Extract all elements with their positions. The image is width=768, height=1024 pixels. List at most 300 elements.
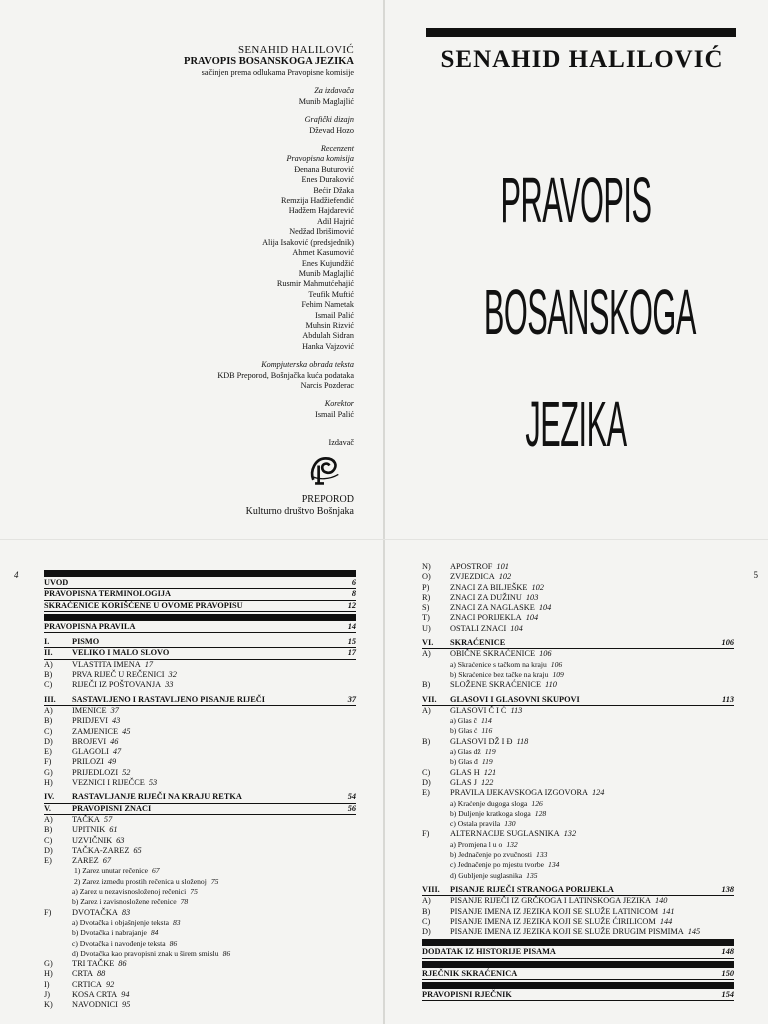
publisher-for-name: Munib Maglajlić (298, 96, 354, 106)
toc-entry[interactable] (422, 649, 734, 659)
toc-label: SASTAVLJENO I RASTAVLJENO PISANJE RIJEČI (72, 694, 266, 704)
toc-page-number: 57 (103, 814, 113, 824)
toc-page-number: 37 (110, 705, 119, 715)
toc-page-number: 109 (552, 669, 564, 679)
computer-line2: Narcis Pozderac (300, 380, 354, 390)
colophon-title: PRAVOPIS BOSANSKOGA JEZIKA (184, 56, 354, 67)
toc-entry[interactable] (44, 908, 356, 918)
toc-page-number: 138 (721, 884, 734, 894)
toc-label: GLASOVI I GLASOVNI SKUPOVI (450, 694, 580, 704)
toc-page-number: 132 (506, 839, 518, 849)
toc-label: PISANJE RIJEČI IZ GRČKOGA I LATINSKOGA JEZIKA (450, 896, 651, 906)
toc-entry[interactable] (44, 887, 356, 897)
toc-page-number: 52 (122, 767, 131, 777)
toc-marker: K) (44, 1000, 53, 1010)
publisher-for-label: Za izdavača (314, 86, 354, 96)
toc-entry[interactable] (44, 980, 356, 990)
toc-entry[interactable] (44, 969, 356, 979)
toc-entry[interactable] (422, 768, 734, 778)
computer-line1: KDB Preporod, Bošnjačka kuća podataka (217, 370, 354, 380)
commission-member: Hadžem Hajdarević (288, 206, 354, 216)
toc-entry[interactable] (422, 860, 734, 870)
toc-entry[interactable] (422, 624, 734, 634)
toc-heading[interactable] (422, 695, 734, 706)
toc-page-number: 122 (480, 777, 494, 787)
toc-right (422, 562, 734, 1001)
toc-page-number: 106 (721, 638, 734, 648)
toc-page-number: 94 (121, 989, 130, 999)
toc-label: a) Skraćenice s tačkom na kraju (450, 659, 547, 669)
toc-label: a) Glas č (450, 716, 477, 726)
toc-entry[interactable] (44, 846, 356, 856)
toc-label: b) Glas đ (450, 757, 478, 767)
section-bar (44, 614, 356, 621)
toc-page-number: 92 (105, 979, 115, 989)
toc-entry[interactable] (422, 799, 734, 809)
toc-heading[interactable] (44, 695, 356, 706)
toc-marker: C) (44, 726, 53, 736)
toc-entry[interactable] (44, 836, 356, 846)
toc-entry[interactable] (422, 850, 734, 860)
toc-label: c) Dvotačka i navođenje teksta (72, 938, 166, 948)
toc-page-number: 144 (659, 916, 673, 926)
toc-entry[interactable] (44, 877, 356, 887)
toc-marker: VI. (422, 638, 434, 648)
toc-page-number: 135 (526, 870, 538, 880)
toc-label: b) Jednačenje po zvučnosti (450, 850, 533, 860)
toc-marker: D) (44, 736, 53, 746)
publisher-org: Kulturno društvo Bošnjaka (245, 506, 354, 517)
toc-marker: B) (422, 736, 431, 746)
toc-label: CRTA (72, 969, 93, 979)
commission-member: Muhsin Rizvić (305, 320, 354, 330)
toc-page-number: 113 (722, 694, 734, 704)
toc-label: GLAS H (450, 767, 480, 777)
cover-page (384, 0, 768, 540)
computer-label: Kompjuterska obrada teksta (261, 360, 354, 370)
toc-label: a) Promjena l u o (450, 839, 503, 849)
toc-page-number: 43 (111, 716, 121, 726)
toc-entry[interactable] (44, 727, 356, 737)
section-bar (44, 570, 356, 577)
toc-entry[interactable] (422, 680, 734, 690)
toc-marker: E) (44, 856, 52, 866)
toc-marker: P) (422, 582, 430, 592)
toc-entry[interactable] (422, 583, 734, 593)
toc-page-number: 56 (347, 803, 356, 813)
toc-label: SKRAĆENICE (450, 638, 506, 648)
toc-marker: D) (422, 927, 431, 937)
toc-label: ZNACI ZA DUŽINU (450, 592, 522, 602)
toc-marker: U) (422, 623, 431, 633)
toc-label: VEZNICI I RIJEČCE (72, 778, 145, 788)
toc-page-number: 106 (550, 659, 563, 669)
colophon-page (0, 0, 384, 540)
toc-page-number: 130 (504, 819, 516, 829)
toc-page-number: 113 (510, 705, 523, 715)
toc-marker: R) (422, 592, 431, 602)
toc-label: DODATAK IZ HISTORIJE PISAMA (422, 947, 556, 957)
toc-page-number: 6 (351, 578, 356, 587)
toc-page-number: 65 (133, 845, 142, 855)
toc-heading[interactable] (44, 601, 356, 612)
toc-page-number: 61 (109, 825, 118, 835)
toc-heading[interactable] (44, 622, 356, 633)
toc-marker: IV. (44, 792, 55, 802)
toc-label: PRAVILA IJEKAVSKOGA IZGOVORA (450, 788, 588, 798)
toc-entry[interactable] (422, 788, 734, 798)
toc-label: SKRAĆENICE KORIŠĆENE U OVOME PRAVOPISU (44, 600, 243, 610)
toc-label: PISANJE IMENA IZ JEZIKA KOJI SE SLUŽE DRUGIM PISMIMA (450, 927, 684, 937)
toc-marker: A) (44, 705, 53, 715)
toc-entry[interactable] (44, 949, 356, 959)
commission-member: Ismail Palić (315, 310, 354, 320)
toc-page-number: 86 (169, 938, 178, 948)
toc-page-number: 133 (536, 850, 548, 860)
toc-page-left (0, 540, 384, 1024)
toc-label: a) Dvotačka i objašnjenje teksta (72, 917, 169, 927)
toc-label: SLOŽENE SKRAĆENICE (450, 680, 542, 690)
commission-member: Teufik Muftić (308, 289, 354, 299)
toc-label: RJEČNIK SKRAĆENICA (422, 968, 518, 978)
toc-entry[interactable] (422, 927, 734, 937)
cover-title-line-2: BOSANSKOGA (483, 276, 696, 348)
toc-label: VLASTITA IMENA (72, 659, 141, 669)
toc-page-number: 119 (481, 757, 493, 767)
toc-entry[interactable] (422, 917, 734, 927)
toc-marker: C) (44, 835, 53, 845)
toc-entry[interactable] (422, 737, 734, 747)
toc-page-number: 102 (498, 572, 512, 582)
toc-entry[interactable] (422, 809, 734, 819)
toc-page-number: 140 (654, 896, 668, 906)
toc-entry[interactable] (44, 660, 356, 670)
toc-page-number: 75 (210, 876, 219, 886)
toc-page-number: 121 (483, 767, 497, 777)
toc-entry[interactable] (422, 593, 734, 603)
toc-page-number: 63 (116, 835, 125, 845)
toc-label: ZNACI PORIJEKLA (450, 613, 522, 623)
toc-page-number: 45 (122, 726, 131, 736)
toc-page-number: 106 (539, 649, 552, 659)
toc-page-number: 17 (144, 659, 153, 669)
commission-member: Enes Duraković (301, 175, 354, 185)
toc-page-number: 104 (525, 613, 539, 623)
toc-entry[interactable] (44, 815, 356, 825)
toc-label: ZAMJENICE (72, 726, 119, 736)
toc-left (44, 568, 356, 1011)
toc-heading[interactable] (44, 589, 356, 600)
toc-label: ZVJEZDICA (450, 572, 495, 582)
cover-title-line-3: JEZIKA (525, 388, 627, 460)
toc-label: GLAGOLI (72, 747, 109, 757)
section-bar (422, 961, 734, 968)
toc-entry[interactable] (44, 866, 356, 876)
toc-entry[interactable] (44, 670, 356, 680)
commission-member: Fehim Nametak (301, 300, 354, 310)
toc-marker: O) (422, 572, 431, 582)
toc-heading[interactable] (422, 885, 734, 896)
toc-page-number: 83 (173, 917, 181, 927)
design-label: Grafički dizajn (304, 115, 354, 125)
toc-marker: F) (44, 757, 52, 767)
toc-label: PRAVOPISNI RJEČNIK (422, 989, 512, 999)
cover-top-rule (426, 28, 736, 37)
toc-page-number: 119 (484, 747, 496, 757)
toc-label: TAČKA (72, 814, 100, 824)
toc-page-number: 78 (180, 897, 189, 907)
colophon-subtitle: sačinjen prema odlukama Pravopisne komisije (201, 68, 354, 77)
toc-page-number: 86 (222, 948, 231, 958)
toc-marker: A) (422, 705, 431, 715)
toc-page-number: 103 (525, 592, 539, 602)
cover-author: SENAHID HALILOVIĆ (440, 46, 724, 73)
toc-marker: B) (422, 680, 431, 690)
toc-label: GLASOVI DŽ I Đ (450, 736, 513, 746)
toc-label: b) Duljenje kratkoga sloga (450, 808, 531, 818)
toc-page-number: 148 (721, 947, 734, 957)
toc-heading[interactable] (422, 638, 734, 649)
toc-page-number: 46 (110, 736, 119, 746)
toc-page-number: 83 (121, 907, 131, 917)
toc-label: ZNACI ZA BILJEŠKE (450, 582, 528, 592)
commission-member: Hanka Vajzović (302, 341, 354, 351)
toc-label: b) Zarez i zavisnosložene rečenice (72, 897, 177, 907)
toc-label: TRI TAČKE (72, 959, 115, 969)
toc-marker: I. (44, 637, 50, 647)
toc-marker: F) (44, 907, 52, 917)
toc-entry[interactable] (422, 829, 734, 839)
toc-marker: B) (44, 825, 53, 835)
toc-page-number: 54 (347, 792, 356, 802)
toc-label: ZNACI ZA NAGLASKE (450, 603, 535, 613)
toc-entry[interactable] (422, 660, 734, 670)
toc-entry[interactable] (44, 825, 356, 835)
toc-label: UVOD (44, 578, 69, 587)
toc-marker: B) (44, 716, 53, 726)
toc-entry[interactable] (422, 819, 734, 829)
toc-label: a) Zarez u nezavisnosloženoj rečenici (72, 887, 187, 897)
toc-entry[interactable] (44, 918, 356, 928)
toc-page-number: 110 (545, 680, 557, 690)
toc-heading[interactable] (44, 637, 356, 648)
publisher-name: PREPOROD (301, 494, 354, 505)
toc-entry[interactable] (44, 757, 356, 767)
commission-member: Abdulah Sidran (302, 331, 354, 341)
toc-heading[interactable] (44, 578, 356, 589)
toc-label: GLASOVI Č I Ć (450, 705, 507, 715)
toc-heading[interactable] (422, 990, 734, 1001)
toc-label: UZVIČNIK (72, 835, 113, 845)
toc-page-number: 37 (347, 694, 356, 704)
commission-member: Ahmet Kasumović (292, 248, 354, 258)
toc-marker: III. (44, 694, 56, 704)
toc-label: OSTALI ZNACI (450, 623, 507, 633)
toc-marker: B) (44, 670, 53, 680)
toc-page-number: 101 (496, 562, 509, 571)
toc-entry[interactable] (422, 670, 734, 680)
toc-marker: A) (44, 659, 53, 669)
toc-entry[interactable] (422, 778, 734, 788)
toc-page-number: 88 (96, 969, 106, 979)
section-bar (422, 939, 734, 946)
toc-page-number: 154 (721, 989, 734, 999)
toc-label: PRAVOPISNA PRAVILA (44, 621, 136, 631)
toc-page-number: 102 (531, 582, 544, 592)
toc-page-number: 128 (534, 808, 547, 818)
toc-entry[interactable] (44, 680, 356, 690)
toc-entry[interactable] (422, 726, 734, 736)
toc-page-number: 53 (148, 778, 158, 788)
colophon-author: SENAHID HALILOVIĆ (237, 44, 354, 56)
toc-label: a) Glas dž (450, 747, 481, 757)
toc-label: b) Glas ć (450, 726, 478, 736)
toc-marker: E) (44, 747, 52, 757)
toc-label: NAVODNICI (72, 1000, 118, 1010)
toc-page-number: 145 (687, 927, 701, 937)
toc-entry[interactable] (44, 706, 356, 716)
colophon (34, 44, 354, 518)
toc-label: PRVA RIJEČ U REČENICI (72, 670, 165, 680)
toc-label: 2) Zarez između prostih rečenica u složenoj (74, 876, 207, 886)
toc-label: c) Ostala pravila (450, 819, 501, 829)
toc-page-number: 124 (592, 788, 605, 798)
preporod-logo-icon (306, 453, 342, 487)
toc-marker: A) (44, 814, 53, 824)
commission-member: Adil Hajrić (316, 216, 354, 226)
toc-entry[interactable] (44, 928, 356, 938)
toc-entry[interactable] (44, 1000, 356, 1010)
toc-page-number: 32 (168, 670, 177, 680)
toc-page-number: 126 (531, 798, 543, 808)
toc-entry[interactable] (422, 907, 734, 917)
toc-entry[interactable] (422, 757, 734, 767)
toc-label: PRAVOPISNA TERMINOLOGIJA (44, 589, 171, 599)
toc-page-number: 67 (102, 856, 112, 866)
commission-member: Remzija Hadžiefendić (281, 196, 354, 206)
toc-label: KOSA CRTA (72, 989, 118, 999)
toc-heading[interactable] (422, 969, 734, 980)
toc-page-number: 118 (516, 736, 529, 746)
toc-label: PRIJEDLOZI (72, 767, 119, 777)
toc-label: PISANJE IMENA IZ JEZIKA KOJI SE SLUŽE LATINICOM (450, 906, 659, 916)
toc-label: PISMO (72, 637, 100, 647)
toc-label: d) Gubljenje suglasnika (450, 870, 523, 880)
toc-page-number: 33 (165, 680, 174, 690)
toc-label: d) Dvotačka kao pravopisni znak u širem smislu (72, 948, 219, 958)
toc-label: CRTICA (72, 979, 102, 989)
toc-marker: S) (422, 603, 430, 613)
toc-page-number: 14 (347, 621, 356, 631)
toc-entry[interactable] (44, 897, 356, 907)
toc-label: b) Skraćenice bez tačke na kraju (450, 669, 549, 679)
toc-heading[interactable] (44, 792, 356, 803)
toc-page-number: 116 (481, 726, 493, 736)
toc-heading[interactable] (44, 648, 356, 659)
toc-entry[interactable] (44, 856, 356, 866)
toc-label: BROJEVI (72, 736, 107, 746)
toc-label: PISANJE RIJEČI STRANOGA PORIJEKLA (450, 884, 614, 894)
toc-marker: E) (422, 788, 430, 798)
toc-entry[interactable] (422, 716, 734, 726)
toc-marker: V. (44, 803, 51, 813)
toc-label: APOSTROF (450, 562, 493, 571)
toc-label: b) Dvotačka i nabrajanje (72, 928, 147, 938)
toc-marker: C) (422, 916, 431, 926)
toc-page-number: 141 (662, 906, 675, 916)
toc-marker: C) (422, 767, 431, 777)
reviewers-label: Recenzent (320, 144, 354, 154)
toc-entry[interactable] (422, 871, 734, 881)
toc-entry[interactable] (422, 613, 734, 623)
toc-page-number: 49 (107, 757, 117, 767)
toc-page-number: 75 (190, 887, 198, 897)
toc-page-number: 67 (152, 866, 160, 876)
toc-entry[interactable] (44, 990, 356, 1000)
toc-label: PRILOZI (72, 757, 104, 767)
toc-page-number: 132 (563, 829, 577, 839)
commission-member: Enes Kujundžić (301, 258, 354, 268)
cover-title-line-1: PRAVOPIS (500, 164, 652, 236)
toc-label: PRIDJEVI (72, 716, 108, 726)
toc-entry[interactable] (44, 737, 356, 747)
toc-entry[interactable] (422, 562, 734, 572)
toc-entry[interactable] (422, 706, 734, 716)
toc-page-number: 114 (481, 716, 492, 726)
toc-marker: VII. (422, 694, 437, 704)
toc-label: VELIKO I MALO SLOVO (72, 648, 170, 658)
toc-entry[interactable] (44, 939, 356, 949)
toc-marker: N) (422, 562, 431, 571)
toc-marker: J) (44, 989, 50, 999)
toc-page-number: 12 (347, 600, 356, 610)
toc-label: UPITNIK (72, 825, 106, 835)
commission-member: Alija Isaković (predsjednik) (262, 237, 354, 247)
toc-page-number: 86 (118, 959, 127, 969)
toc-entry[interactable] (44, 959, 356, 969)
toc-marker: II. (44, 648, 53, 658)
toc-heading[interactable] (422, 947, 734, 958)
toc-label: OBIČNE SKRAĆENICE (450, 649, 536, 659)
toc-entry[interactable] (44, 716, 356, 726)
commission-member: Nedžad Ibrišimović (289, 227, 354, 237)
toc-label: ALTERNACIJE SUGLASNIKA (450, 829, 560, 839)
toc-page-number: 15 (347, 637, 356, 647)
toc-page-number: 104 (538, 603, 552, 613)
toc-marker: D) (44, 845, 53, 855)
commission-member: Munib Maglajlić (298, 268, 354, 278)
proof-label: Korektor (324, 399, 354, 409)
toc-entry[interactable] (44, 778, 356, 788)
toc-marker: I) (44, 979, 50, 989)
toc-entry[interactable] (422, 840, 734, 850)
toc-heading[interactable] (44, 804, 356, 815)
toc-entry[interactable] (44, 768, 356, 778)
commission-label: Pravopisna komisija (286, 154, 354, 164)
toc-entry[interactable] (422, 603, 734, 613)
toc-label: IMENICE (72, 705, 107, 715)
toc-entry[interactable] (422, 747, 734, 757)
toc-page-right (384, 540, 768, 1024)
page-number-right: 5 (753, 570, 758, 580)
toc-marker: C) (44, 680, 53, 690)
toc-entry[interactable] (422, 572, 734, 582)
toc-marker: G) (44, 767, 53, 777)
toc-page-number: 150 (721, 968, 734, 978)
toc-entry[interactable] (44, 747, 356, 757)
toc-entry[interactable] (422, 896, 734, 906)
toc-label: TAČKA-ZAREZ (72, 845, 130, 855)
